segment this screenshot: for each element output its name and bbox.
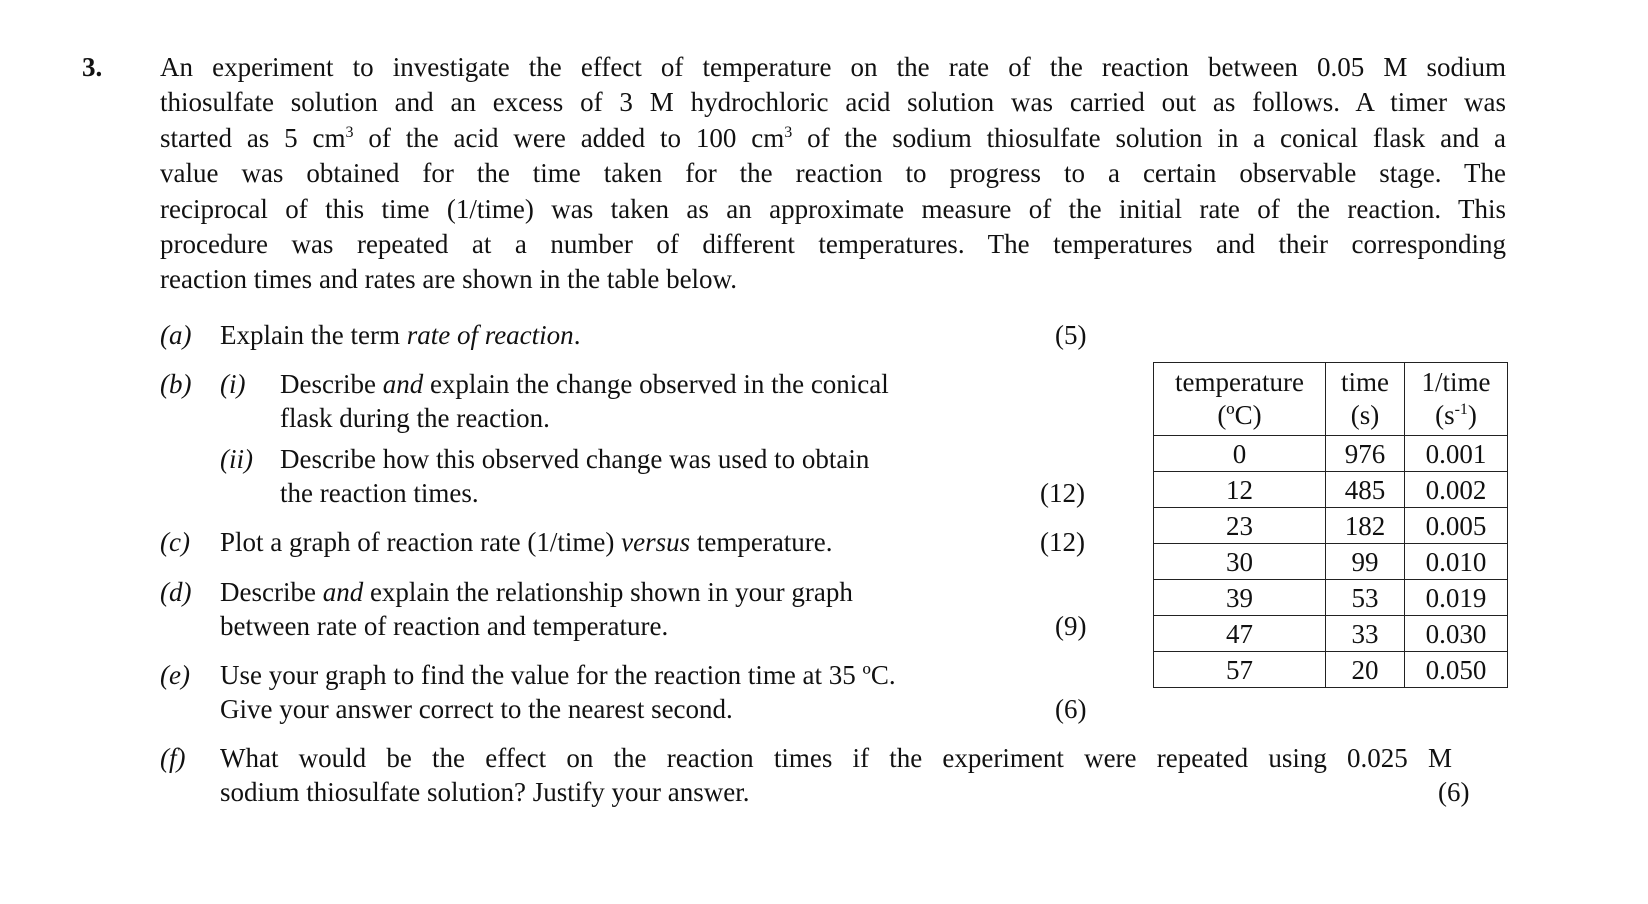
header-temperature: temperature (ºC): [1154, 363, 1326, 436]
intro-paragraph: [160, 50, 1506, 298]
part-b-i-label: (i): [220, 369, 246, 399]
cell-temperature: 39: [1154, 580, 1326, 616]
cell-rate: 0.019: [1405, 580, 1508, 616]
part-a-label: (a): [160, 320, 192, 350]
part-b-label: (b): [160, 369, 192, 399]
part-d-line-1: Describe and explain the relationship shown in your graph: [220, 577, 853, 607]
cell-rate: 0.005: [1405, 508, 1508, 544]
cell-rate: 0.001: [1405, 436, 1508, 472]
table-row: [1154, 544, 1508, 580]
part-f-line-1: What would be the effect on the reaction times if the experiment were repeated using 0.025 M: [220, 743, 1452, 773]
header-rate: 1/time $(s^{-1})$: [1405, 363, 1508, 436]
part-e-marks: (6): [1055, 694, 1087, 724]
table-row: [1154, 616, 1508, 652]
table-row: [1154, 652, 1508, 688]
intro-line-5: reciprocal of this time (1/time) was taken as an approximate measure of the initial rate of the reaction. This: [160, 193, 1506, 224]
part-c-marks: (12): [1040, 527, 1085, 557]
part-f-label: (f): [160, 743, 186, 773]
cell-time: 976: [1326, 436, 1405, 472]
cell-temperature: 47: [1154, 616, 1326, 652]
cell-temperature: 30: [1154, 544, 1326, 580]
cell-time: 182: [1326, 508, 1405, 544]
cell-rate: 0.050: [1405, 652, 1508, 688]
table-row: [1154, 580, 1508, 616]
part-d-marks: (9): [1055, 611, 1087, 641]
cell-temperature: 23: [1154, 508, 1326, 544]
part-b-i-line-1: Describe and explain the change observed in the conical: [280, 369, 889, 399]
part-c-text: Plot a graph of reaction rate (1/time) versus temperature.: [220, 527, 833, 557]
data-table: [1153, 362, 1508, 688]
intro-line-2: thiosulfate solution and an excess of 3 M hydrochloric acid solution was carried out as follows. A timer was: [160, 87, 1506, 118]
intro-line-3: started as 5 $cm^3$ of the acid were added to 100 $cm^3$ of the sodium thiosulfate solution in a conical flask and a: [160, 122, 1506, 153]
header-time: time (s): [1326, 363, 1405, 436]
cell-time: 99: [1326, 544, 1405, 580]
part-d-line-2: between rate of reaction and temperature.: [220, 611, 669, 641]
intro-line-6: procedure was repeated at a number of different temperatures. The temperatures and their corresponding: [160, 229, 1506, 260]
cell-time: 20: [1326, 652, 1405, 688]
intro-line-4: value was obtained for the time taken for the reaction to progress to a certain observable stage. The: [160, 158, 1506, 189]
cell-time: 53: [1326, 580, 1405, 616]
table-header-row: [1154, 363, 1508, 436]
part-a-text: Explain the term rate of reaction.: [220, 320, 581, 350]
intro-line-1: An experiment to investigate the effect of temperature on the rate of the reaction between 0.05 M sodium: [160, 52, 1506, 82]
part-e-label: (e): [160, 660, 190, 690]
table-row: [1154, 472, 1508, 508]
part-b-ii-line-2: the reaction times.: [280, 478, 479, 508]
cell-temperature: 57: [1154, 652, 1326, 688]
intro-line-7: reaction times and rates are shown in the table below.: [160, 264, 738, 295]
question-number: 3.: [82, 52, 103, 82]
table-row: [1154, 508, 1508, 544]
cell-time: 33: [1326, 616, 1405, 652]
part-b-ii-line-1: Describe how this observed change was used to obtain: [280, 444, 870, 474]
cell-rate: 0.030: [1405, 616, 1508, 652]
part-e-line-1: Use your graph to find the value for the reaction time at 35 ºC.: [220, 660, 896, 690]
cell-time: 485: [1326, 472, 1405, 508]
part-f-line-2: sodium thiosulfate solution? Justify your answer.: [220, 777, 750, 807]
cell-rate: 0.002: [1405, 472, 1508, 508]
part-f-marks: (6): [1438, 777, 1470, 807]
part-e-line-2: Give your answer correct to the nearest second.: [220, 694, 733, 724]
part-b-i-line-2: flask during the reaction.: [280, 403, 550, 433]
part-a-marks: (5): [1055, 320, 1087, 350]
part-b-marks: (12): [1040, 478, 1085, 508]
cell-temperature: 0: [1154, 436, 1326, 472]
cell-rate: 0.010: [1405, 544, 1508, 580]
table-row: [1154, 436, 1508, 472]
part-b-ii-label: (ii): [220, 444, 253, 474]
cell-temperature: 12: [1154, 472, 1326, 508]
part-c-label: (c): [160, 527, 190, 557]
part-d-label: (d): [160, 577, 192, 607]
